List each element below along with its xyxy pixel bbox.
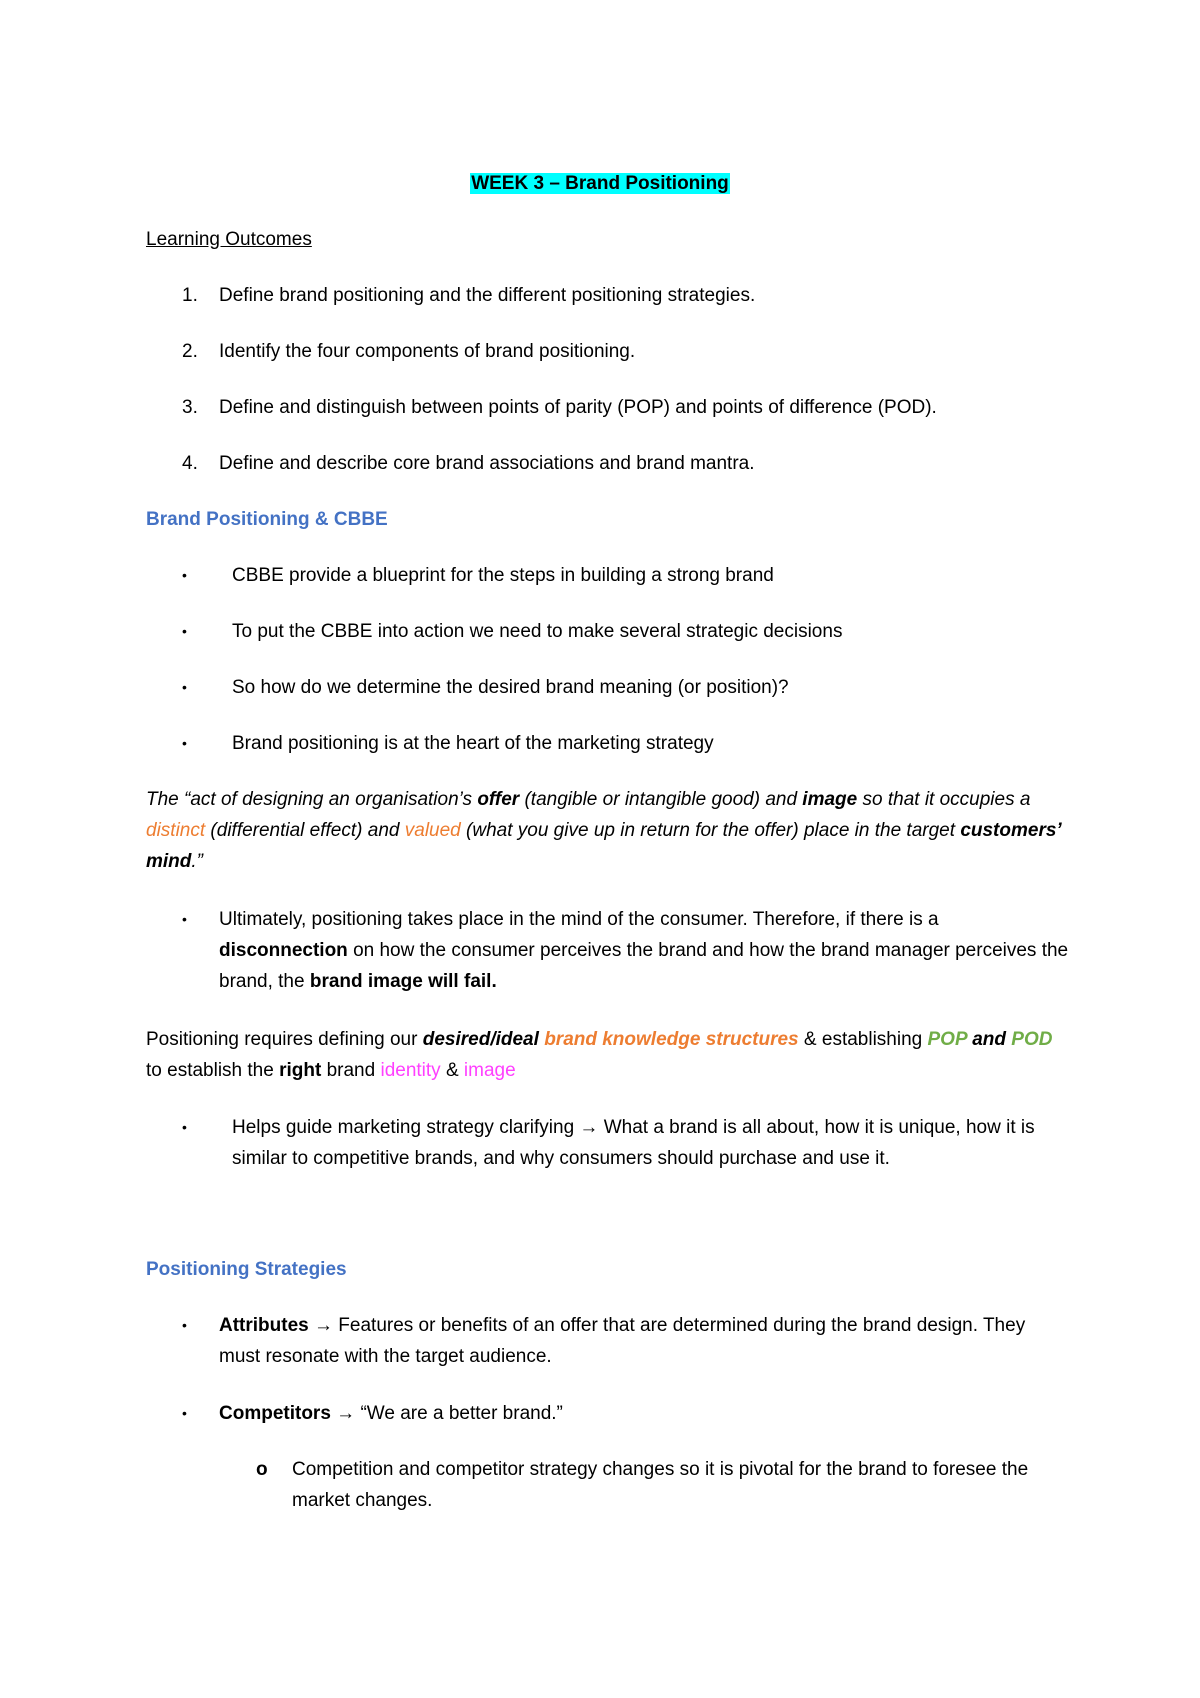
bullet-icon: • [182,911,187,927]
arrow-icon: → [308,1315,339,1336]
ampersand: & [440,1060,464,1081]
sub-bullet-icon: o [256,1459,268,1480]
strategy-text: Features or benefits of an offer that are determined during the brand design. They must resonate with the target audience. [219,1315,1026,1367]
outcome-number: 3. [182,397,198,418]
arrow-icon: → [330,1403,361,1424]
quote-text: (what you give up in return for the offer) place in the target [460,820,961,841]
pod-text: POD [1011,1029,1053,1050]
outcome-number: 2. [182,341,198,362]
strategy-text: “We are a better brand.” [360,1403,563,1424]
list-item-text [219,1398,1069,1429]
outcome-number: 1. [182,285,198,306]
quote-text: (tangible or intangible good) and [519,789,803,810]
section-heading-brand-positioning: Brand Positioning & CBBE [146,509,388,530]
outcome-number: 4. [182,453,198,474]
desired-ideal-text: desired/ideal [422,1029,539,1050]
list-item-text [219,1310,1069,1372]
page-title-text: WEEK 3 – Brand Positioning [471,173,729,194]
strategy-label: Attributes [219,1315,309,1336]
list-item-text: Helps guide marketing strategy clarifying → What a brand is all about, how it is unique, how it is similar to competitive brands, and why consumers should purchase and use it. [232,1117,1035,1169]
quote-text: The “act of designing an organisation’s [146,789,478,810]
quote-text: (differential effect) and [205,820,405,841]
text-segment: Positioning requires defining our [146,1029,423,1050]
quote-offer: offer [477,789,520,810]
list-item-text: To put the CBBE into action we need to make several strategic decisions [232,621,843,642]
right-text: right [279,1060,322,1081]
strategy-label: Competitors [219,1403,331,1424]
bullet-icon: • [182,735,187,751]
bullet-icon: • [182,623,187,639]
positioning-definition-quote [146,784,1066,877]
quote-customers: customers’ mind [146,820,1061,872]
and-text: and [966,1029,1012,1050]
page-title [0,168,1200,199]
bullet-icon: • [182,1119,187,1135]
list-item-text: CBBE provide a blueprint for the steps in building a strong brand [232,565,774,586]
quote-text: so that it occupies a [857,789,1031,810]
outcome-text: Define brand positioning and the different positioning strategies. [219,285,756,306]
list-item-text: So how do we determine the desired brand meaning (or position)? [232,677,789,698]
positioning-requires-paragraph [146,1024,1066,1086]
learning-outcomes-heading: Learning Outcomes [146,229,312,250]
text-segment: & establishing [798,1029,928,1050]
brand-knowledge-structures-text: brand knowledge structures [544,1029,799,1050]
fail-bold: brand image will fail. [309,971,497,992]
sub-list-item-text: Competition and competitor strategy changes so it is pivotal for the brand to foresee the market changes. [292,1459,1029,1511]
text-segment: on how the consumer perceives the brand and how the brand manager perceives the brand, the [219,940,1069,992]
section-heading-positioning-strategies: Positioning Strategies [146,1259,347,1280]
quote-distinct: distinct [146,820,206,841]
list-item-text: Brand positioning is at the heart of the marketing strategy [232,733,714,754]
outcome-text: Define and describe core brand associations and brand mantra. [219,453,755,474]
text-segment: brand [321,1060,381,1081]
quote-text: .” [191,851,203,872]
bullet-icon: • [182,1317,187,1333]
outcome-text: Define and distinguish between points of parity (POP) and points of difference (POD). [219,397,937,418]
image-text: image [463,1060,516,1081]
quote-image: image [802,789,858,810]
outcome-text: Identify the four components of brand positioning. [219,341,636,362]
list-item-text [219,904,1069,997]
bullet-icon: • [182,567,187,583]
disconnection-bold: disconnection [219,940,348,961]
pop-text: POP [927,1029,967,1050]
bullet-icon: • [182,679,187,695]
identity-text: identity [380,1060,441,1081]
text-segment: Ultimately, positioning takes place in the mind of the consumer. Therefore, if there is a [219,909,939,930]
bullet-icon: • [182,1405,187,1421]
text-segment: to establish the [146,1060,280,1081]
quote-valued: valued [404,820,461,841]
